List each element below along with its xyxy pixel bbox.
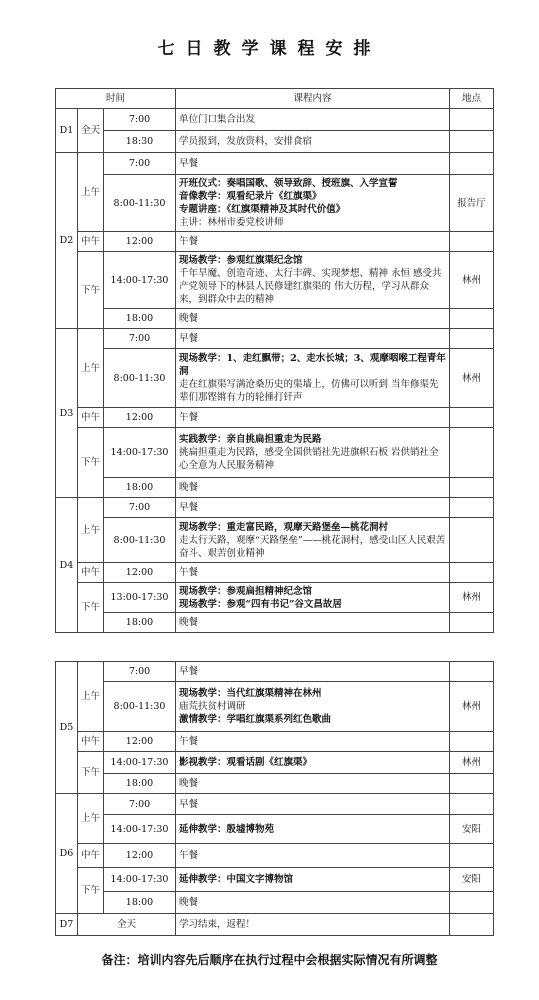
content-line: 庙荒扶贫村调研	[179, 701, 246, 712]
place-cell: 安阳	[450, 868, 494, 892]
place-cell	[450, 131, 494, 153]
content-line: 单位门口集合出发	[179, 114, 256, 125]
time-cell: 12:00	[104, 732, 176, 752]
content-cell	[176, 583, 450, 613]
place-cell	[450, 892, 494, 914]
content-cell	[176, 868, 450, 892]
table-row	[56, 309, 494, 329]
content-cell	[176, 349, 450, 408]
segment-cell: 上午	[78, 794, 104, 844]
place-cell: 林州	[450, 682, 494, 732]
time-cell: 18:00	[104, 478, 176, 498]
table-row	[56, 682, 494, 732]
content-cell	[176, 662, 450, 682]
time-cell: 12:00	[104, 844, 176, 868]
day-cell: D1	[56, 109, 78, 153]
day-cell: D3	[56, 329, 78, 498]
time-cell: 8:00-11:30	[104, 175, 176, 232]
place-cell	[450, 914, 494, 936]
segment-cell: 全天	[78, 914, 176, 936]
place-cell	[450, 408, 494, 428]
content-line: 早餐	[179, 666, 199, 677]
place-cell	[450, 232, 494, 252]
place-cell	[450, 478, 494, 498]
time-cell: 7:00	[104, 329, 176, 349]
time-cell: 14:00-17:30	[104, 815, 176, 844]
time-cell: 14:00-17:30	[104, 252, 176, 309]
time-cell: 18:00	[104, 892, 176, 914]
table-row	[56, 408, 494, 428]
header-content: 课程内容	[176, 89, 450, 109]
content-cell	[176, 892, 450, 914]
place-cell: 林州	[450, 583, 494, 613]
content-line: 晚餐	[179, 778, 199, 789]
schedule-table-1	[55, 88, 494, 633]
table-row	[56, 815, 494, 844]
content-line: 专题讲座：《红旗渠精神及其时代价值》	[179, 204, 346, 215]
content-line: 走太行天路，观摩“天路堡垒”——桃花洞村，感受山区人民艰苦奋斗、艰苦创业精神	[179, 534, 446, 559]
time-cell: 12:00	[104, 408, 176, 428]
content-cell	[176, 232, 450, 252]
content-line: 学员报到，发放资料，安排食宿	[179, 136, 313, 147]
content-cell	[176, 408, 450, 428]
content-cell	[176, 518, 450, 563]
segment-cell: 中午	[78, 408, 104, 428]
content-cell	[176, 563, 450, 583]
table-row	[56, 563, 494, 583]
table-row	[56, 892, 494, 914]
segment-cell: 上午	[78, 498, 104, 563]
content-cell	[176, 914, 450, 936]
content-cell	[176, 329, 450, 349]
content-cell	[176, 752, 450, 774]
content-cell	[176, 153, 450, 175]
place-cell	[450, 794, 494, 815]
content-cell	[176, 794, 450, 815]
content-cell	[176, 109, 450, 131]
time-cell: 13:00-17:30	[104, 583, 176, 613]
content-line: 主讲：林州市委党校讲师	[179, 217, 284, 228]
table-row	[56, 774, 494, 794]
content-cell	[176, 613, 450, 633]
segment-cell: 中午	[78, 563, 104, 583]
time-cell: 12:00	[104, 563, 176, 583]
segment-cell: 下午	[78, 583, 104, 633]
day-cell: D5	[56, 662, 78, 794]
place-cell	[450, 428, 494, 478]
content-cell	[176, 498, 450, 518]
table-row	[56, 868, 494, 892]
time-cell: 8:00-11:30	[104, 682, 176, 732]
table-header-row	[56, 89, 494, 109]
time-cell: 12:00	[104, 232, 176, 252]
content-line: 午餐	[179, 567, 199, 578]
time-cell: 18:00	[104, 613, 176, 633]
content-line: 实践教学：亲自挑扁担重走为民路	[179, 434, 322, 445]
content-line: 现场教学：重走富民路，观摩天路堡垒—桃花洞村	[179, 521, 389, 533]
table-row	[56, 109, 494, 131]
content-cell	[176, 774, 450, 794]
time-cell: 14:00-17:30	[104, 752, 176, 774]
content-cell	[176, 175, 450, 232]
content-line: 走在红旗渠写满沧桑历史的渠墙上，仿佛可以听到 当年修渠先辈们那铿锵有力的轮捶打钎声	[179, 379, 439, 403]
content-line: 午餐	[179, 236, 199, 247]
table-row	[56, 329, 494, 349]
time-cell: 7:00	[104, 498, 176, 518]
time-cell: 7:00	[104, 109, 176, 131]
content-line: 午餐	[179, 736, 199, 747]
header-time: 时间	[56, 89, 176, 109]
content-cell	[176, 131, 450, 153]
content-line: 现场教学：1、走红飘带；2、走水长城；3、观摩咽喉工程青年洞	[179, 353, 446, 377]
time-cell: 18:00	[104, 774, 176, 794]
content-cell	[176, 309, 450, 329]
table-row	[56, 732, 494, 752]
content-line: 晚餐	[179, 482, 199, 493]
content-cell	[176, 478, 450, 498]
content-cell	[176, 815, 450, 844]
content-cell	[176, 732, 450, 752]
time-cell: 7:00	[104, 794, 176, 815]
segment-cell: 上午	[78, 329, 104, 408]
day-cell: D2	[56, 153, 78, 329]
table-row	[56, 583, 494, 613]
place-cell: 林州	[450, 252, 494, 309]
content-line: 午餐	[179, 412, 199, 423]
place-cell: 安阳	[450, 815, 494, 844]
header-place: 地点	[450, 89, 494, 109]
content-line: 早餐	[179, 158, 199, 169]
place-cell	[450, 153, 494, 175]
time-cell: 14:00-17:30	[104, 868, 176, 892]
segment-cell: 下午	[78, 428, 104, 498]
table-row	[56, 428, 494, 478]
table-row	[56, 131, 494, 153]
content-line: 早餐	[179, 333, 199, 344]
content-line: 千年旱魔、创造奇迹、太行丰碑、实现梦想、精神 永恒 感受共产党领导下的林县人民修建红旗渠的 伟大历程，学习从群众来，到群众中去的精神	[179, 268, 442, 305]
table-row	[56, 175, 494, 232]
content-line: 影视教学：观看话剧《红旗渠》	[179, 757, 313, 768]
content-line: 晚餐	[179, 617, 199, 628]
time-cell: 8:00-11:30	[104, 349, 176, 408]
content-line: 早餐	[179, 798, 199, 810]
content-line: 激情教学：学唱红旗渠系列红色歌曲	[179, 714, 332, 725]
table-row	[56, 518, 494, 563]
place-cell: 林州	[450, 349, 494, 408]
segment-cell: 下午	[78, 868, 104, 914]
place-cell: 报告厅	[450, 175, 494, 232]
segment-cell: 下午	[78, 752, 104, 794]
footnote: 备注：培训内容先后顺序在执行过程中会根据实际情况有所调整	[101, 953, 438, 967]
content-line: 开班仪式：奏唱国歌、领导致辞、授班旗、入学宣誓	[179, 178, 398, 189]
content-line: 晚餐	[179, 897, 199, 908]
segment-cell: 中午	[78, 844, 104, 868]
content-line: 早餐	[179, 502, 199, 513]
segment-cell: 中午	[78, 232, 104, 252]
table-row	[56, 613, 494, 633]
content-cell	[176, 682, 450, 732]
segment-cell: 下午	[78, 252, 104, 329]
content-line: 晚餐	[179, 313, 199, 324]
table-row	[56, 794, 494, 815]
table-row	[56, 752, 494, 774]
place-cell	[450, 662, 494, 682]
time-cell: 18:30	[104, 131, 176, 153]
content-line: 现场教学：参观红旗渠纪念馆	[179, 255, 303, 266]
content-line: 延伸教学：中国文字博物馆	[179, 874, 294, 885]
content-cell	[176, 844, 450, 868]
content-cell	[176, 428, 450, 478]
day-cell: D4	[56, 498, 78, 633]
day-cell: D7	[56, 914, 78, 936]
place-cell	[450, 498, 494, 518]
content-line: 延伸教学：殷墟博物苑	[179, 823, 275, 835]
content-line: 现场教学：当代红旗渠精神在林州	[179, 688, 322, 699]
segment-cell: 全天	[78, 109, 104, 153]
segment-cell: 上午	[78, 153, 104, 232]
place-cell	[450, 844, 494, 868]
time-cell: 18:00	[104, 309, 176, 329]
table-row	[56, 844, 494, 868]
content-cell	[176, 252, 450, 309]
place-cell	[450, 613, 494, 633]
day-cell: D6	[56, 794, 78, 914]
content-line: 挑扁担重走为民路，感受全国供销社先进旗帜石板 岩供销社全心全意为人民服务精神	[179, 447, 439, 471]
segment-cell: 中午	[78, 732, 104, 752]
table-row	[56, 662, 494, 682]
time-cell: 7:00	[104, 662, 176, 682]
table-row	[56, 914, 494, 936]
table-row	[56, 153, 494, 175]
time-cell: 7:00	[104, 153, 176, 175]
place-cell	[450, 518, 494, 563]
content-line: 音像教学：观看纪录片《红旗渠》	[179, 191, 322, 202]
place-cell	[450, 563, 494, 583]
time-cell: 8:00-11:30	[104, 518, 176, 563]
schedule-table-2	[55, 661, 494, 936]
page-title: 七日教学课程安排	[157, 39, 382, 59]
table-row	[56, 252, 494, 309]
place-cell	[450, 329, 494, 349]
table-row	[56, 349, 494, 408]
segment-cell: 上午	[78, 662, 104, 732]
table-row	[56, 498, 494, 518]
place-cell	[450, 774, 494, 794]
content-line: 学习结束，返程！	[179, 919, 256, 930]
place-cell	[450, 309, 494, 329]
place-cell	[450, 109, 494, 131]
place-cell	[450, 732, 494, 752]
place-cell: 林州	[450, 752, 494, 774]
content-line: 午餐	[179, 850, 199, 861]
content-line: 现场教学：参观“四有书记”谷文昌故居	[179, 598, 342, 610]
table-row	[56, 232, 494, 252]
time-cell: 14:00-17:30	[104, 428, 176, 478]
table-row	[56, 478, 494, 498]
content-line: 现场教学：参观扁担精神纪念馆	[179, 585, 313, 597]
